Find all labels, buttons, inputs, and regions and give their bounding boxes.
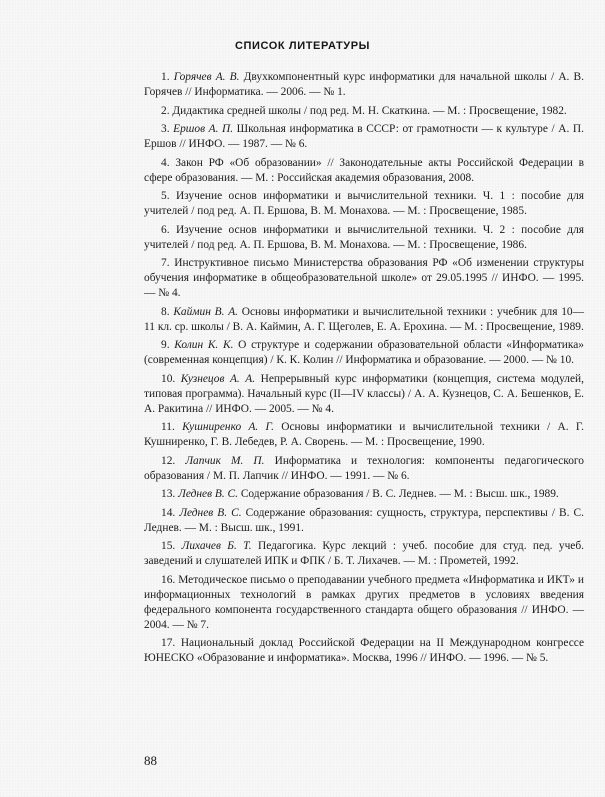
- reference-number: 7.: [161, 257, 170, 269]
- page-heading: СПИСОК ЛИТЕРАТУРЫ: [234, 40, 371, 52]
- reference-item: [144, 454, 584, 484]
- reference-author: Леднев В. С.: [178, 488, 238, 500]
- reference-text: Национальный доклад Российской Федерации на II Международном конгрессе ЮНЕСКО «Образование и информатика». Москва, 1996 // ИНФО. — 1996. — № 5.: [144, 637, 584, 664]
- reference-item: [144, 636, 584, 666]
- reference-number: 5.: [161, 190, 170, 202]
- reference-number: 16.: [161, 573, 176, 586]
- reference-item: [144, 156, 584, 186]
- reference-text: Непрерывный курс информатики (концепция, система модулей, типовая программа). Начальный курс (II—IV классы) / А. А. Кузнецов, С. А. Бешенков, Е. А. Ракитина // ИНФО. — 2005. — № 4.: [144, 372, 584, 415]
- reference-author: Колин К. К.: [174, 339, 234, 351]
- reference-number: 1.: [161, 71, 170, 83]
- reference-number: 8.: [161, 305, 170, 318]
- reference-item: [144, 70, 584, 100]
- reference-text: Двухкомпонентный курс информатики для начальной школы / А. В. Горячев // Информатика. — 2006. — № 1.: [144, 71, 584, 98]
- reference-item: [144, 189, 584, 219]
- reference-text: Изучение основ информатики и вычислительной техники. Ч. 2 : пособие для учителей / под ред. А. П. Ершова, В. М. Монахова. — М. : Просвещение, 1986.: [144, 223, 584, 251]
- reference-item: [144, 256, 584, 301]
- reference-number: 9.: [161, 339, 170, 351]
- reference-author: Кузнецов А. А.: [180, 372, 256, 385]
- reference-number: 10.: [161, 372, 176, 385]
- reference-number: 6.: [161, 223, 170, 236]
- reference-text: Педагогика. Курс лекций : учеб. пособие для студ. пед. учеб. заведений и слушателей ИПК и ФПК / Б. Т. Лихачев. — М. : Прометей, 1992.: [144, 540, 585, 567]
- reference-text: Содержание образования: сущность, структура, перспективы / В. С. Леднев. — М. : Высш. шк., 1991.: [144, 506, 584, 534]
- reference-number: 13.: [161, 488, 176, 500]
- reference-text: Закон РФ «Об образовании» // Законодательные акты Российской Федерации в сфере образования. — М. : Российская академия образования, 2008.: [144, 156, 584, 184]
- reference-number: 3.: [161, 123, 170, 135]
- reference-number: 11.: [161, 421, 175, 433]
- reference-text: Методическое письмо о преподавании учебного предмета «Информатика и ИКТ» и информационных технологий в рамках других предметов в условиях введения федерального компонента государственного стандарта общего образования // ИНФО. — 2004. — № 7.: [144, 573, 584, 631]
- reference-text: Основы информатики и вычислительной техники : учебник для 10—11 кл. ср. школы / В. А. Каймин, А. Г. Щеголев, Е. А. Ерохина. — М. : Просвещение, 1989.: [144, 305, 584, 333]
- reference-list: [144, 70, 584, 670]
- reference-item: [144, 223, 584, 253]
- reference-author: Лихачев Б. Т.: [181, 540, 252, 552]
- reference-item: [144, 539, 584, 569]
- reference-item: [144, 305, 584, 335]
- reference-text: Инструктивное письмо Министерства образования РФ «Об изменении структуры обучения информатике в общеобразовательной школе» от 29.05.1995 // ИНФО. — 1995. — № 4.: [144, 257, 584, 299]
- reference-number: 14.: [161, 506, 176, 519]
- reference-item: [144, 122, 584, 152]
- reference-text: Основы информатики и вычислительной техники / А. Г. Кушниренко, Г. В. Лебедев, Р. А. Сворень. — М. : Просвещение, 1990.: [144, 421, 584, 448]
- reference-number: 17.: [161, 637, 176, 649]
- reference-author: Леднев В. С.: [179, 506, 242, 519]
- reference-number: 12.: [161, 454, 176, 467]
- reference-item: [144, 372, 584, 417]
- reference-text: О структуре и содержании образовательной области «Информатика» (современная концепция) / К. К. Колин // Информатика и образование. — 2000. — № 10.: [144, 339, 585, 366]
- reference-number: 2.: [161, 104, 170, 117]
- reference-author: Лапчик М. П.: [185, 454, 265, 467]
- reference-number: 15.: [161, 540, 176, 552]
- reference-item: [144, 573, 584, 633]
- reference-text: Изучение основ информатики и вычислительной техники. Ч. 1 : пособие для учителей / под ред. А. П. Ершова, В. М. Монахова. — М. : Просвещение, 1985.: [144, 190, 584, 217]
- reference-text: Школьная информатика в СССР: от грамотности — к культуре / А. П. Ершов // ИНФО. — 1987. — № 6.: [144, 123, 584, 150]
- reference-number: 4.: [161, 156, 170, 169]
- reference-author: Ершов А. П.: [173, 123, 234, 135]
- reference-text: Содержание образования / В. С. Леднев. — М. : Высш. шк., 1989.: [237, 488, 559, 500]
- reference-item: [144, 420, 584, 450]
- reference-item: [144, 487, 584, 502]
- reference-author: Каймин В. А.: [173, 305, 239, 318]
- reference-author: Горячев А. В.: [173, 71, 240, 83]
- reference-text: Информатика и технология: компоненты педагогического образования / М. П. Лапчик // ИНФО. — 1991. — № 6.: [144, 454, 584, 482]
- reference-item: [144, 338, 584, 368]
- reference-item: [144, 506, 584, 536]
- reference-item: [144, 104, 584, 119]
- reference-text: Дидактика средней школы / под ред. М. Н. Скаткина. — М. : Просвещение, 1982.: [172, 104, 567, 117]
- page-number: 88: [144, 753, 157, 768]
- reference-author: Кушниренко А. Г.: [182, 421, 274, 433]
